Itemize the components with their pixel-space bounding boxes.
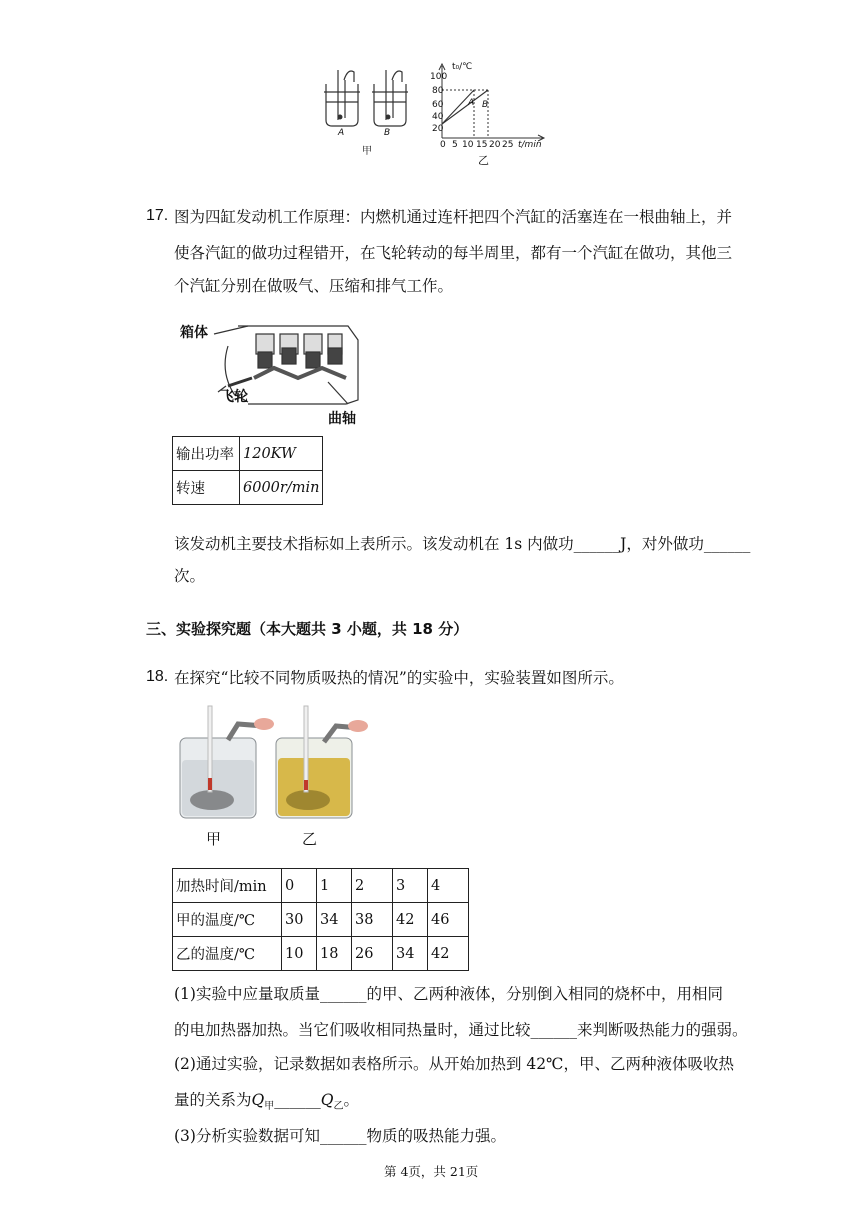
x-tick-10: 10 xyxy=(462,140,474,150)
heating-data-table xyxy=(172,868,469,971)
table-cell: 转速 xyxy=(173,471,240,505)
line-label-b: B xyxy=(482,100,489,110)
question-17-line2: 使各汽缸的做功过程错开，在飞轮转动的每半周里，都有一个汽缸在做功，其他三 xyxy=(174,244,733,262)
table-cell: 2 xyxy=(352,869,393,903)
table-cell: 乙的温度/℃ xyxy=(173,937,282,971)
answer-blank: ______ xyxy=(274,1091,321,1109)
q-subscript-yi: 乙 xyxy=(333,1101,344,1113)
question-17-answer-line2: 次。 xyxy=(174,567,206,585)
x-tick-25: 25 xyxy=(502,140,514,150)
table-cell: 18 xyxy=(317,937,352,971)
q-symbol-jia: Q xyxy=(251,1091,265,1109)
question-17-line1: 图为四缸发动机工作原理：内燃机通过连杆把四个汽缸的活塞连在一根曲轴上，并 xyxy=(174,208,733,226)
y-tick-20: 20 xyxy=(432,124,444,134)
table-row xyxy=(173,437,323,471)
table-row xyxy=(173,471,323,505)
section-3-title: 三、实验探究题（本大题共 3 小题，共 18 分） xyxy=(146,620,469,638)
table-row xyxy=(173,903,469,937)
table-cell: 4 xyxy=(428,869,469,903)
table-row xyxy=(173,937,469,971)
engine-spec-table xyxy=(172,436,323,505)
table-cell: 甲的温度/℃ xyxy=(173,903,282,937)
y-tick-40: 40 xyxy=(432,112,444,122)
question-17-answer-line1: 该发动机主要技术指标如上表所示。该发动机在 1s 内做功______J，对外做功______ xyxy=(174,535,751,553)
table-cell: 38 xyxy=(352,903,393,937)
beaker-label-a: A xyxy=(338,128,345,138)
table-cell: 1 xyxy=(317,869,352,903)
table-cell: 120KW xyxy=(240,437,323,471)
table-cell: 34 xyxy=(317,903,352,937)
table-cell: 0 xyxy=(282,869,317,903)
beakers-photo-drawing xyxy=(172,704,372,824)
table-cell: 加热时间/min xyxy=(173,869,282,903)
x-tick-0: 0 xyxy=(440,140,446,150)
question-18-part1-line1: (1)实验中应量取质量______的甲、乙两种液体，分别倒入相同的烧杯中，用相同 xyxy=(174,985,723,1003)
table-cell: 42 xyxy=(393,903,428,937)
table-cell: 26 xyxy=(352,937,393,971)
question-17-number: 17. xyxy=(146,207,169,224)
table-cell: 3 xyxy=(393,869,428,903)
table-cell: 30 xyxy=(282,903,317,937)
engine-figure xyxy=(178,312,368,430)
beakers-photo xyxy=(172,704,372,852)
y-tick-60: 60 xyxy=(432,100,444,110)
y-tick-80: 80 xyxy=(432,86,444,96)
graph-xlabel: t/min xyxy=(518,140,542,150)
table-cell: 6000r/min xyxy=(240,471,323,505)
question-18-part3: (3)分析实验数据可知______物质的吸热能力强。 xyxy=(174,1127,506,1145)
beaker-label-b: B xyxy=(384,128,391,138)
figure-caption-right: 乙 xyxy=(478,154,489,167)
question-18-intro: 在探究“比较不同物质吸热的情况”的实验中，实验装置如图所示。 xyxy=(174,669,624,687)
top-figure xyxy=(318,62,548,170)
engine-label-box: 箱体 xyxy=(180,325,208,341)
table-cell: 输出功率 xyxy=(173,437,240,471)
question-17-line3: 个汽缸分别在做吸气、压缩和排气工作。 xyxy=(174,277,454,295)
question-18-part1-line2: 的电加热器加热。当它们吸收相同热量时，通过比较______来判断吸热能力的强弱。 xyxy=(174,1021,748,1039)
x-tick-15: 15 xyxy=(476,140,488,150)
engine-label-crankshaft: 曲轴 xyxy=(328,411,356,427)
line-label-a: A xyxy=(468,98,475,108)
table-cell: 34 xyxy=(393,937,428,971)
table-cell: 10 xyxy=(282,937,317,971)
question-18-number: 18. xyxy=(146,668,169,685)
photo-label-jia: 甲 xyxy=(206,830,222,848)
y-tick-100: 100 xyxy=(430,72,448,82)
part2-line2-prefix: 量的关系为 xyxy=(174,1091,252,1109)
page-footer: 第 4页，共 21页 xyxy=(384,1164,479,1179)
part2-line2-end: 。 xyxy=(343,1091,359,1109)
table-cell: 46 xyxy=(428,903,469,937)
table-row xyxy=(173,869,469,903)
figure-caption-left: 甲 xyxy=(362,146,372,157)
engine-label-flywheel: 飞轮 xyxy=(220,389,248,405)
question-18-part2-line2 xyxy=(174,1090,359,1117)
graph-ylabel: t₀/℃ xyxy=(452,62,473,72)
q-symbol-yi: Q xyxy=(320,1091,334,1109)
q-subscript-jia: 甲 xyxy=(264,1101,275,1113)
x-tick-20: 20 xyxy=(489,140,501,150)
x-tick-5: 5 xyxy=(452,140,458,150)
table-cell: 42 xyxy=(428,937,469,971)
question-18-part2-line1: (2)通过实验，记录数据如表格所示。从开始加热到 42℃，甲、乙两种液体吸收热 xyxy=(174,1055,734,1073)
photo-label-yi: 乙 xyxy=(302,830,318,848)
